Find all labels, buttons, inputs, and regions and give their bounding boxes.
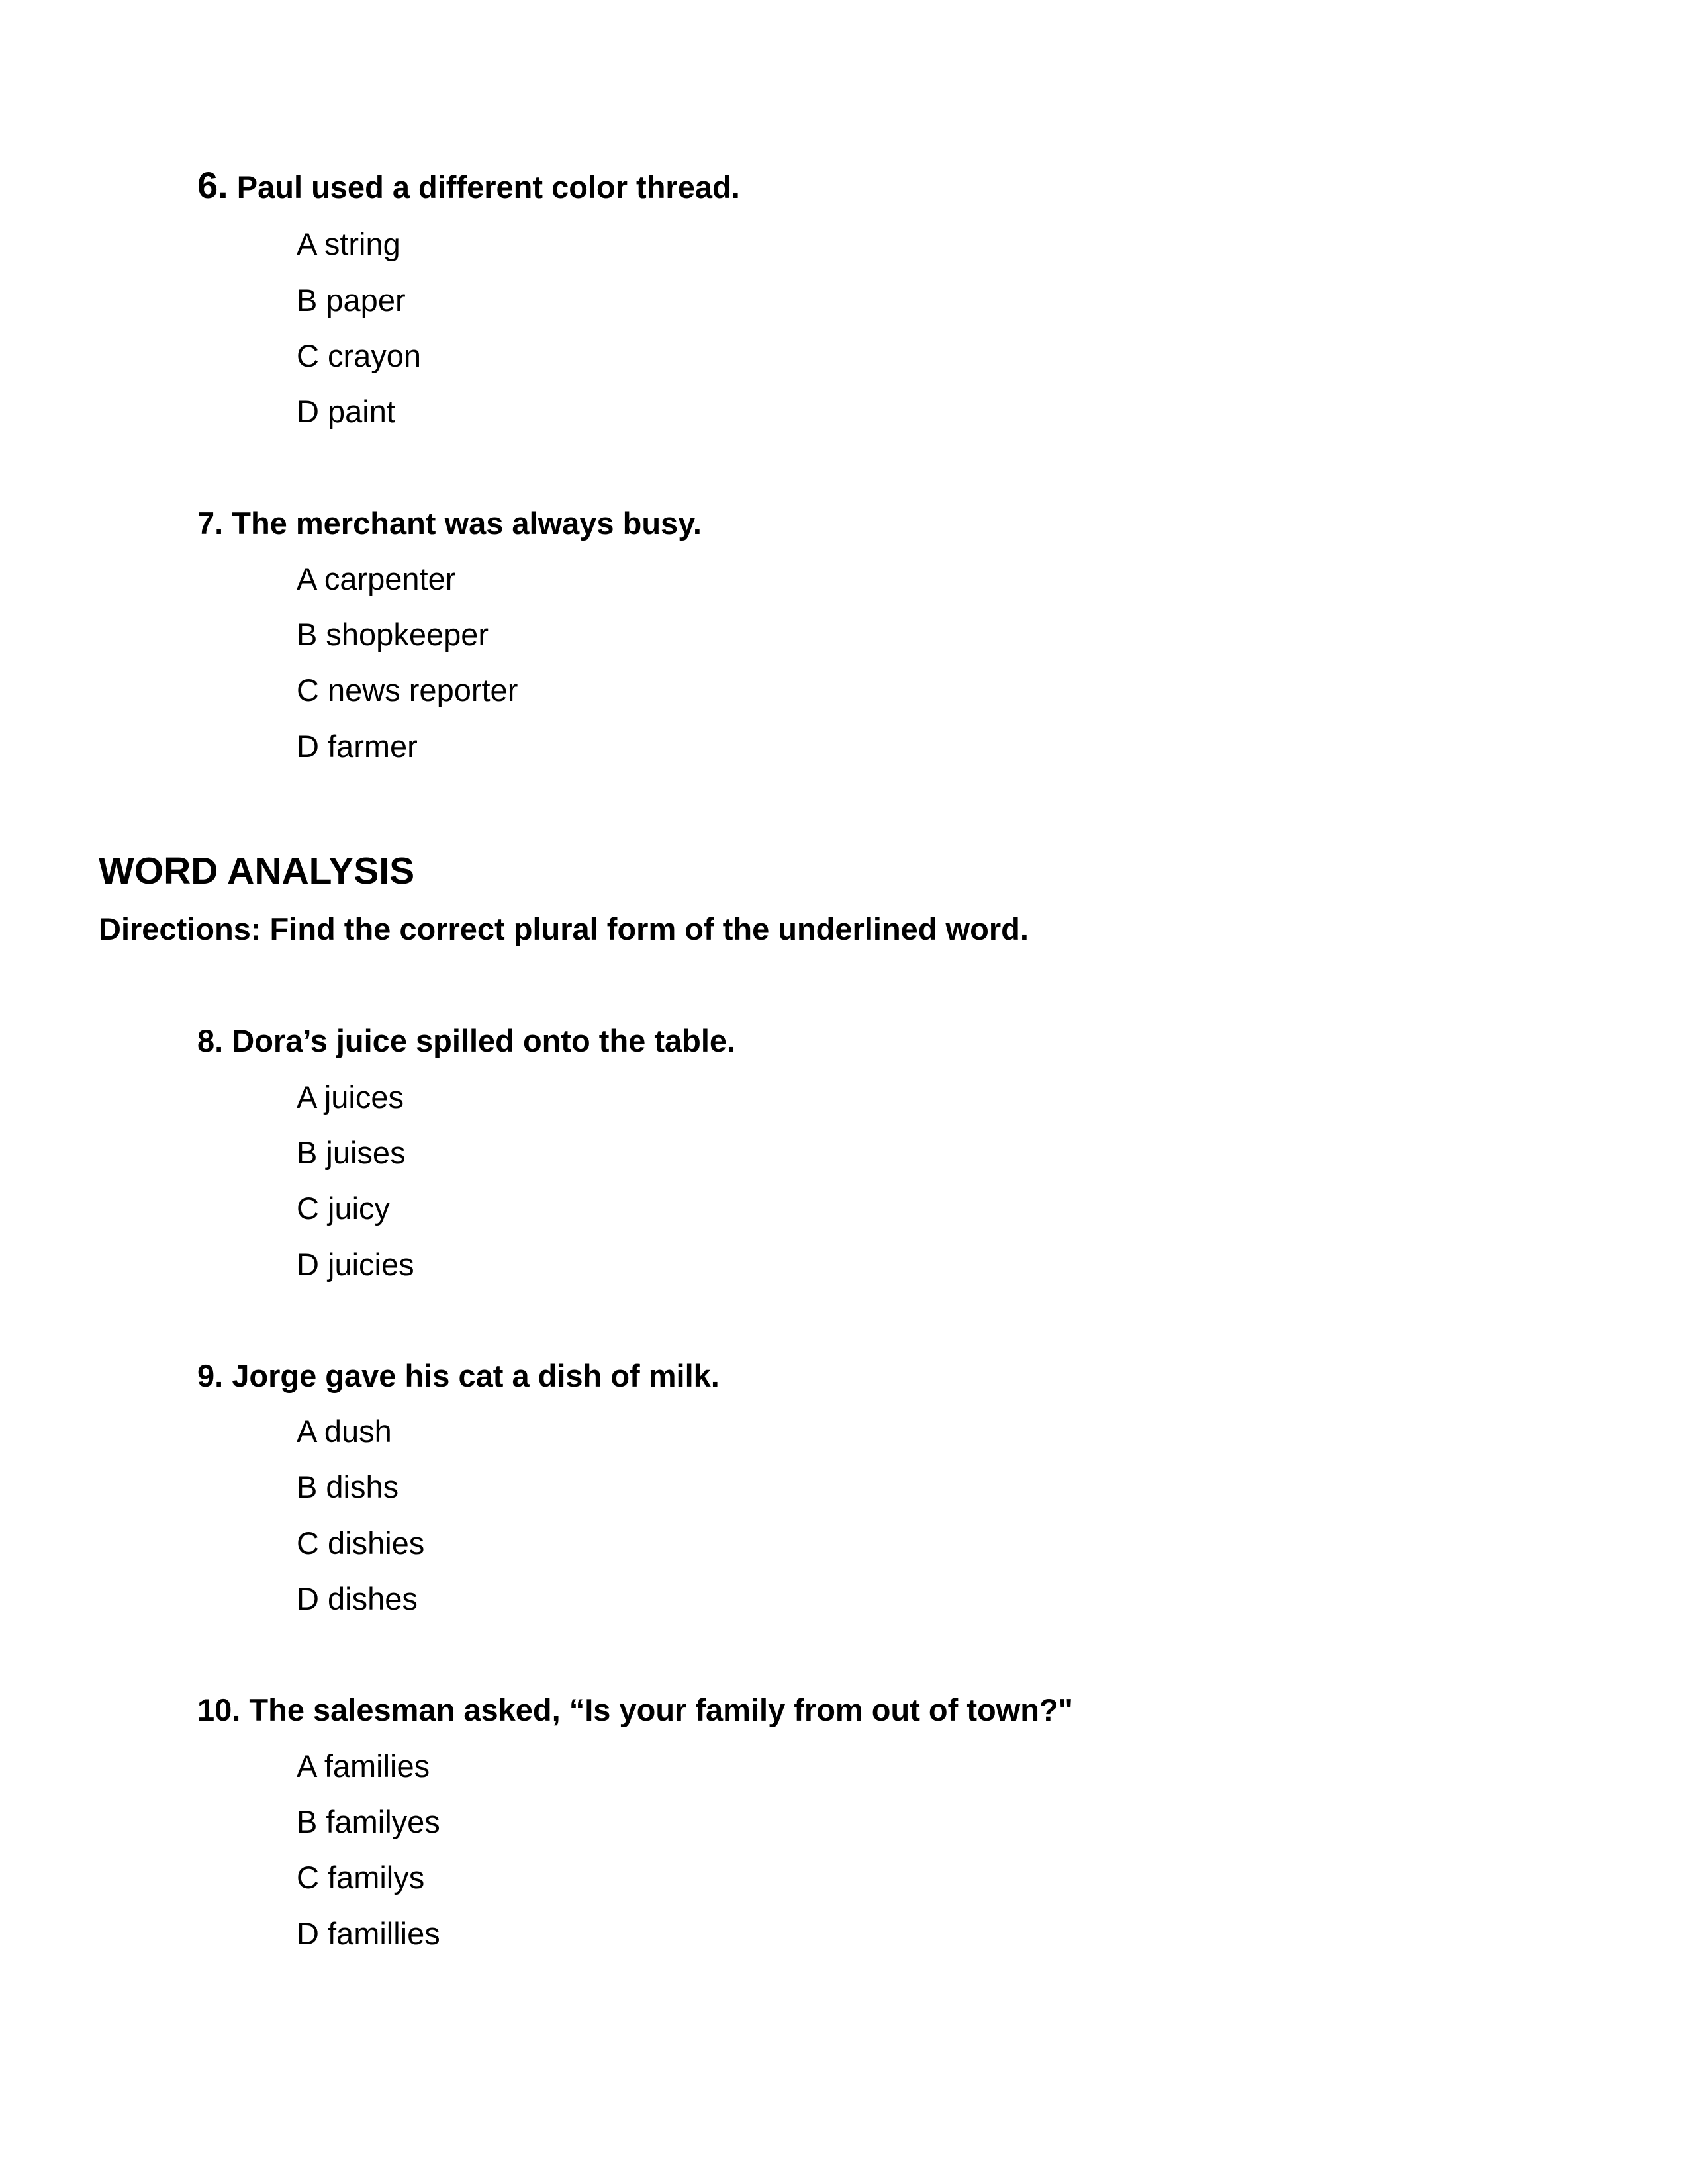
question-text: The merchant was always busy.: [232, 506, 702, 541]
option-8c[interactable]: C juicy: [297, 1191, 391, 1226]
question-8: [197, 1025, 735, 1056]
option-6b[interactable]: B paper: [297, 283, 406, 318]
option-10d[interactable]: D famillies: [297, 1916, 440, 1951]
option-10a[interactable]: A families: [297, 1749, 430, 1784]
option-8d[interactable]: D juicies: [297, 1247, 414, 1282]
question-text: Paul used a different color thread.: [236, 169, 740, 205]
option-9c[interactable]: C dishies: [297, 1525, 425, 1561]
question-number: 6.: [197, 164, 228, 206]
option-9b[interactable]: B dishs: [297, 1469, 399, 1504]
option-9d[interactable]: D dishes: [297, 1581, 418, 1616]
option-7d[interactable]: D farmer: [297, 729, 418, 764]
question-number: 9.: [197, 1358, 224, 1393]
question-text: Jorge gave his cat a dish of milk.: [232, 1358, 720, 1393]
section-directions: Directions: Find the correct plural form of the underlined word.: [99, 911, 1029, 946]
question-9: [197, 1360, 720, 1391]
option-9a[interactable]: A dush: [297, 1414, 392, 1449]
question-10: [197, 1694, 1073, 1725]
question-7: [197, 508, 702, 539]
option-8a[interactable]: A juices: [297, 1079, 404, 1115]
question-text: The salesman asked, “Is your family from out of town?": [249, 1692, 1073, 1727]
question-text: Dora’s juice spilled onto the table.: [232, 1023, 736, 1058]
question-6: [197, 164, 740, 206]
question-number: 7.: [197, 506, 224, 541]
option-6c[interactable]: C crayon: [297, 338, 422, 373]
section-title: WORD ANALYSIS: [99, 850, 415, 892]
option-7b[interactable]: B shopkeeper: [297, 617, 489, 652]
option-6d[interactable]: D paint: [297, 394, 395, 429]
option-7a[interactable]: A carpenter: [297, 561, 456, 596]
option-8b[interactable]: B juises: [297, 1135, 406, 1170]
option-7c[interactable]: C news reporter: [297, 672, 518, 707]
question-number: 8.: [197, 1023, 224, 1058]
option-10c[interactable]: C familys: [297, 1860, 425, 1895]
question-number: 10.: [197, 1692, 241, 1727]
option-10b[interactable]: B familyes: [297, 1804, 440, 1839]
option-6a[interactable]: A string: [297, 226, 400, 261]
